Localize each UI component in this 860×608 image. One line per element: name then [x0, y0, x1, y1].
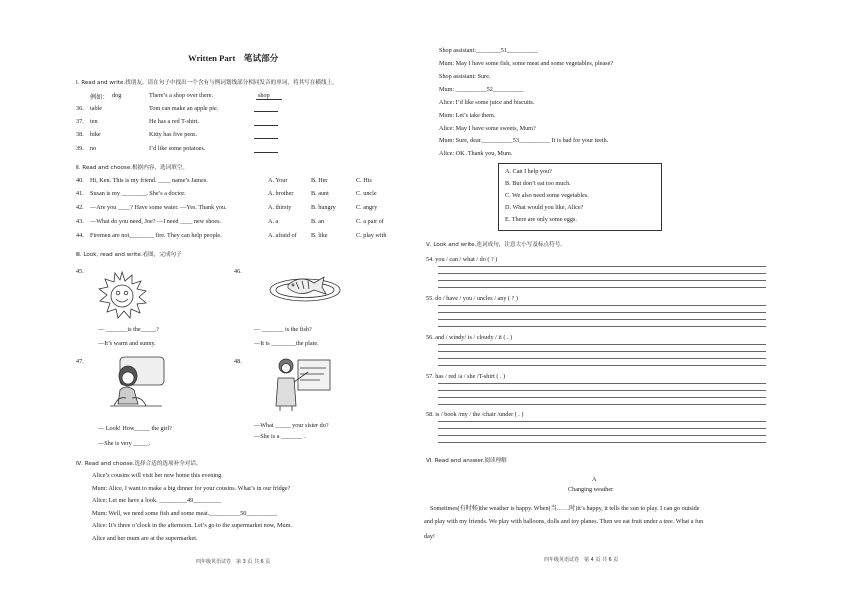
q37-number: 37. [76, 118, 84, 125]
q43-option-a[interactable]: A. a [268, 218, 279, 225]
writing-line[interactable] [438, 428, 766, 429]
q40-option-c[interactable]: C. His [356, 177, 372, 184]
writing-line[interactable] [438, 397, 766, 398]
dialogue-line: Alice’s cousins will visit her new home this evening. [92, 472, 223, 479]
sun-picture [96, 270, 148, 320]
writing-line[interactable] [438, 305, 766, 306]
dialogue-line: Mum: Well, we need some fish and some meat.__________50__________ [92, 510, 278, 517]
writing-line[interactable] [438, 435, 766, 436]
writing-line[interactable] [438, 326, 766, 327]
q42-option-b[interactable]: B. hungry [311, 204, 336, 211]
q40-option-b[interactable]: B. Her [311, 177, 328, 184]
q48-line2: —She is a _______ . [254, 433, 306, 440]
q42-option-c[interactable]: C. angry [356, 204, 378, 211]
page-footer: 四年级英语试卷 第 3 页 共 6 页 [196, 559, 271, 565]
page-footer: 四年级英语试卷 第 4 页 共 6 页 [544, 557, 619, 563]
example-word: dog [112, 92, 122, 99]
option-c[interactable]: C. We also need some vegetables. [505, 192, 589, 199]
option-e[interactable]: E. There are only some eggs. [505, 216, 577, 223]
example-label: 例如： [90, 94, 109, 101]
writing-line[interactable] [438, 390, 766, 391]
q47-number: 47. [76, 358, 84, 365]
q46-line2: —It is ________the plate. [254, 340, 319, 347]
q39-number: 39. [76, 145, 84, 152]
section-1-heading: Ⅰ. Read and write.找朋友。请在句子中找出一个含有与例词划线部分相同发音的单词，将其写在横线上。 [76, 80, 338, 86]
q44-number: 44. [76, 232, 84, 239]
q42-question: —Are you ____? Have some water. —Yes. Thank you. [90, 204, 227, 211]
q42-number: 42. [76, 204, 84, 211]
writing-line[interactable] [438, 442, 766, 443]
q45-number: 45. [76, 268, 84, 275]
passage-line: Sometimes(有时候)the weather is happy. When(当……时)it’s happy, it tells the sun to play. I can go outside [430, 505, 700, 512]
writing-line[interactable] [438, 351, 766, 352]
dialogue-line: Mum: Sure, dear.__________53__________ It is bad for your teeth. [439, 137, 609, 144]
girl-crying-picture [106, 356, 166, 412]
q57-prompt: 57. has / red /a / she /T-shirt ( . ) [426, 373, 506, 380]
dialogue-line: Alice and her mum are at the supermarket. [92, 535, 198, 542]
q41-number: 41. [76, 190, 84, 197]
writing-line[interactable] [438, 312, 766, 313]
writing-line[interactable] [438, 287, 766, 288]
option-a[interactable]: A. Can I help you? [505, 168, 552, 175]
q39-sentence: I’d like some potatoes. [149, 145, 206, 152]
writing-line[interactable] [438, 404, 766, 405]
dialogue-line: Alice: It’s three o’clock in the afternoon. Let’s go to the supermarket now, Mum. [92, 522, 292, 529]
q43-option-c[interactable]: C. a pair of [356, 218, 384, 225]
dialogue-line: Shop assistant:________51__________ [439, 47, 538, 54]
q40-option-a[interactable]: A. Your [268, 177, 288, 184]
example-sentence: There’s a shop over there. [149, 92, 214, 99]
passage-title: Changing weather [568, 486, 614, 493]
q37-answer-blank[interactable] [254, 125, 278, 126]
q39-answer-blank[interactable] [254, 152, 278, 153]
q44-question: Firemen are not________ fire. They can help people. [90, 232, 222, 239]
dialogue-line: Shop assistant: Sure. [439, 73, 491, 80]
q47-line2: —She is very _____. [98, 440, 151, 447]
left-page [0, 0, 420, 608]
passage-line: day! [424, 533, 435, 540]
q37-word: ten [90, 118, 98, 125]
option-d[interactable]: D. What would you like, Alice? [505, 204, 584, 211]
right-page [424, 0, 860, 608]
q37-sentence: He has a red T-shirt. [149, 118, 200, 125]
q41-question: Susan is my ________. She’s a doctor. [90, 190, 186, 197]
q38-number: 38. [76, 131, 84, 138]
writing-line[interactable] [438, 280, 766, 281]
q40-question: Hi, Ken. This is my friend. ____ name’s James. [90, 177, 208, 184]
q46-number: 46. [234, 268, 242, 275]
passage-line: and play with my friends. We play with balloons, dolls and toy planes. Then we eat fruit under a tree. What a fun [424, 518, 704, 525]
q45-line2: —It’s warm and sunny. [98, 340, 156, 347]
writing-line[interactable] [438, 344, 766, 345]
q41-option-c[interactable]: C. uncle [356, 190, 377, 197]
fish-on-plate-picture [268, 268, 342, 308]
dialogue-line: Mum: May I have some fish, some meat and some vegetables, please? [439, 60, 614, 67]
q38-answer-blank[interactable] [254, 138, 278, 139]
q48-number: 48. [234, 358, 242, 365]
section-5-heading: Ⅴ. Look and write.连词成句，注意大小写及标点符号。 [426, 242, 566, 248]
q43-option-b[interactable]: B. an [311, 218, 325, 225]
section-6-heading: Ⅵ. Read and answer.阅读理解 [426, 458, 507, 464]
dialogue-line: Mum: Alice, I want to make a big dinner for your cousins. What’s in our fridge? [92, 485, 291, 492]
writing-line[interactable] [438, 365, 766, 366]
q36-answer-blank[interactable] [254, 111, 278, 112]
q43-question: —What do you need, Joe? —I need ____ new shoes. [90, 218, 222, 225]
example-answer: shop [256, 92, 282, 100]
section-2-heading: Ⅱ. Read and choose.根据内容，选词填空。 [76, 165, 188, 171]
q39-word: no [90, 145, 97, 152]
writing-line[interactable] [438, 383, 766, 384]
q55-prompt: 55. do / have / you / uncles / any ( ? ) [426, 295, 518, 302]
writing-line[interactable] [438, 358, 766, 359]
q36-word: table [90, 105, 103, 112]
writing-line[interactable] [438, 319, 766, 320]
section-4-heading: Ⅳ. Read and choose.选择合适的选项补全对话。 [76, 461, 202, 467]
dialogue-line: Alice: May I have some sweets, Mum? [439, 125, 536, 132]
q58-prompt: 58. is / book /my / the /chair /under ( . ) [426, 411, 524, 418]
dialogue-line: Alice: OK .Thank you, Mum. [439, 150, 513, 157]
q41-option-b[interactable]: B. aunt [311, 190, 329, 197]
q54-prompt: 54. you / can / what / do ( ? ) [426, 256, 498, 263]
writing-line[interactable] [438, 273, 766, 274]
dialogue-line: Alice: Let me have a look. _________49_________ [92, 497, 222, 504]
section-3-heading: Ⅲ. Look, read and write.看图，完成句子 [76, 252, 182, 258]
q56-prompt: 56. and / windy/ is / cloudy / it ( . ) [426, 334, 513, 341]
q41-option-a[interactable]: A. brother [268, 190, 294, 197]
page-title: Written Part 笔试部分 [188, 53, 279, 63]
q43-number: 43. [76, 218, 84, 225]
q36-number: 36. [76, 105, 84, 112]
dialogue-line: Mum: __________52__________ [439, 86, 524, 93]
q48-line1: —What _____ your sister do? [254, 422, 329, 429]
q36-sentence: Tom can make an apple pie. [149, 105, 219, 112]
option-b[interactable]: B. But don’t eat too much. [505, 180, 571, 187]
q47-line1: — Look! How_____ the girl? [98, 425, 172, 432]
q38-sentence: Kitty has five pens. [149, 131, 198, 138]
q40-number: 40. [76, 177, 84, 184]
passage-letter: A [592, 476, 597, 483]
q38-word: bike [90, 131, 101, 138]
q46-line1: — _______ is the fish? [254, 326, 312, 333]
q44-option-a[interactable]: A. afraid of [268, 232, 297, 239]
q42-option-a[interactable]: A. thirsty [268, 204, 292, 211]
dialogue-line: Alice: I’d like some juice and biscuits. [439, 99, 535, 106]
dialogue-line: Mum: Let’s take them. [439, 112, 496, 119]
writing-line[interactable] [438, 421, 766, 422]
q44-option-c[interactable]: C. play with [356, 232, 387, 239]
teacher-picture [270, 356, 332, 412]
q45-line1: — _______is the_____? [98, 326, 159, 333]
writing-line[interactable] [438, 266, 766, 267]
q44-option-b[interactable]: B. like [311, 232, 328, 239]
